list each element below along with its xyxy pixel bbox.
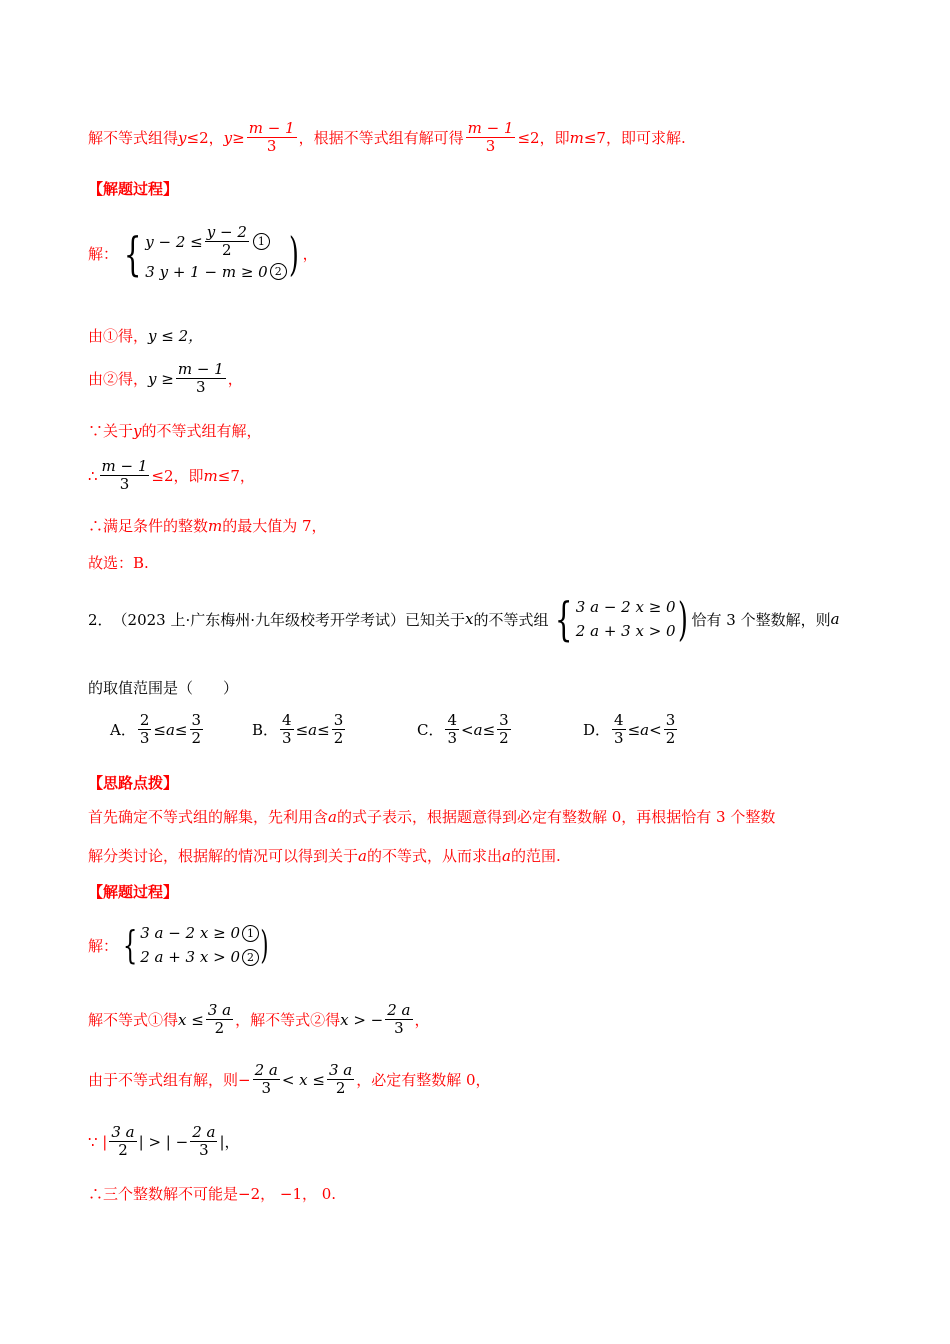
step-line: ∴满足条件的整数 m 的最大值为 7， [88,516,327,535]
step-line: 解不等式①得 x ≤ $\frac{3 a}{2}$ ，解不等式②得 x > − $\frac{2 a}{3}$ ， [88,1001,430,1038]
option-d[interactable]: D． $\frac{4}{3}$ ≤ a < $\frac{3}{2}$ [583,711,676,748]
question-2: 2． （2023 上·广东梅州·九年级校考开学考试）已知关于 x 的不等式组 { 3 a − 2 x ≥ 0 2 a + 3 x > 0 ) 恰有 3 个整数解，则 a [88,592,840,646]
inequality-system: { 3 a − 2 x ≥ 0 1 2 a + 3 x > 0 2 ) [122,923,269,967]
op: ≥ [232,128,245,147]
solution-label: 解： [88,245,119,264]
hint-line-1: 首先确定不等式组的解集，先利用含 a 的式子表示，根据题意得到必定有整数解 0，再根据恰有 3 个整数 [88,807,776,826]
op: ≤ [186,128,200,147]
step-line: 由①得， y ≤ 2， [88,327,204,345]
step-line: ∴ $\frac{m - 1}{3}$ ≤2，即 m ≤7， [88,457,255,494]
inequality-system: { 3 a − 2 x ≥ 0 2 a + 3 x > 0 ) [554,592,688,646]
circled-number: 2 [270,263,287,280]
option-a[interactable]: A． $\frac{2}{3}$ ≤ a ≤ $\frac{3}{2}$ [110,711,202,748]
fraction: $\frac{m - 1}{3}$ [467,119,514,156]
text: ，即可求解. [605,129,686,148]
sep: ， [208,129,224,148]
var-m: m [569,128,584,147]
step-line: ∵ | $\frac{3 a}{2}$ | > | − $\frac{2 a}{3}$ |， [88,1123,240,1160]
answer-line: 故选：B. [88,554,149,572]
step-line: 由于不等式组有解，则− $\frac{2 a}{3}$ < x ≤ $\frac{3 a}{2}$ ，必定有整数解 0， [88,1061,491,1098]
text: ≤2 [517,128,540,147]
hint-line-2: 解分类讨论，根据解的情况可以得到关于 a 的不等式，从而求出 a 的范围. [88,846,561,865]
section-heading-solution: 【解题过程】 [88,180,179,198]
inequality-system: { y − 2 ≤ $\frac{y - 2}{2}$ 1 3 y + 1 − m ≥ 0 2 ) [123,223,299,281]
text: ≤7 [583,128,606,147]
solution-system: 解： { 3 a − 2 x ≥ 0 1 2 a + 3 x > 0 2 ) [88,921,272,969]
var-y: y [178,128,187,147]
solution-summary-line [88,120,686,156]
step-line: ∵关于 y 的不等式组有解， [88,421,262,440]
question-2-continued: 的取值范围是（ ） [88,679,239,697]
step-line: ∴三个整数解不可能是−2， −1， 0. [88,1185,337,1203]
answer-options [0,712,950,756]
text: 解不等式组得 [88,129,179,148]
step-line: 由②得， y ≥ $\frac{m - 1}{3}$ ， [88,360,243,397]
option-c[interactable]: C． $\frac{4}{3}$ < a ≤ $\frac{3}{2}$ [417,711,509,748]
num: 2 [199,128,209,147]
var-y: y [223,128,233,147]
fraction: $\frac{m - 1}{3}$ [248,119,295,156]
section-heading-hint: 【思路点拨】 [88,774,179,792]
circled-number: 1 [253,233,270,250]
text: ， [302,245,318,264]
text: ，即 [539,129,570,148]
section-heading-solution: 【解题过程】 [88,883,179,901]
solution-system [88,224,318,284]
text: ，根据不等式组有解可得 [298,129,464,148]
option-b[interactable]: B． $\frac{4}{3}$ ≤ a ≤ $\frac{3}{2}$ [252,711,344,748]
